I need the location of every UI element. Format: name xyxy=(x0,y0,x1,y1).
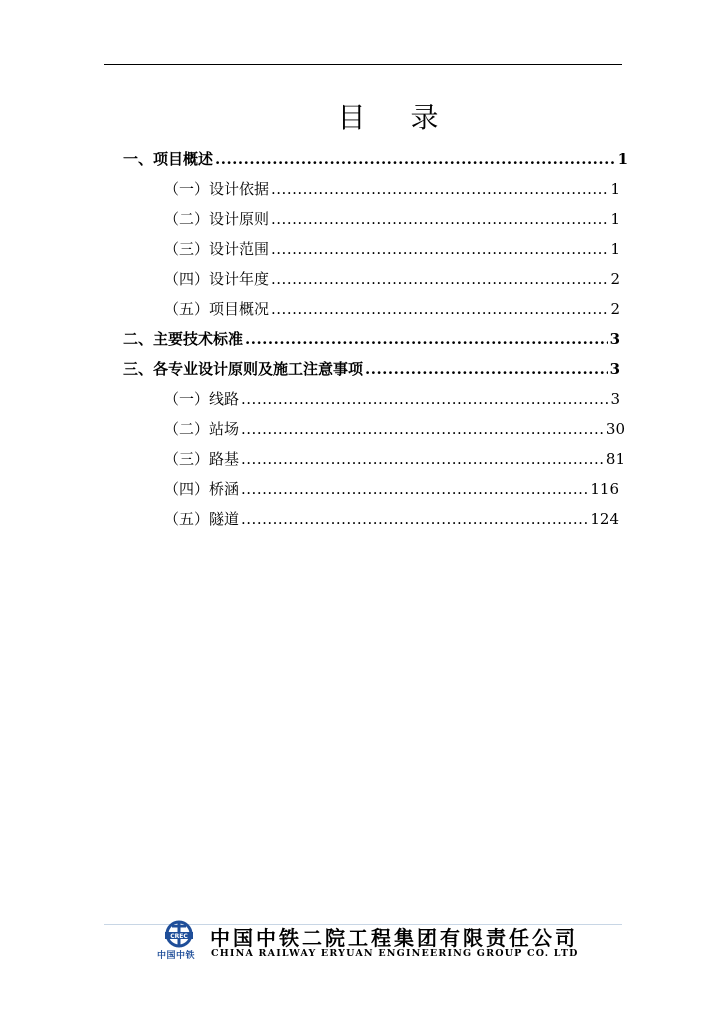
toc-leader xyxy=(271,180,608,198)
toc-entry-page: 124 xyxy=(590,510,619,528)
toc-entry-page: 1 xyxy=(610,180,620,198)
toc-entry-page: 3 xyxy=(609,330,620,348)
toc-entry[interactable] xyxy=(164,508,619,532)
toc-leader xyxy=(271,210,608,228)
toc-entry-label: 二、主要技术标准 xyxy=(123,330,244,348)
toc-entry-page: 3 xyxy=(610,390,620,408)
toc-entry-label: （三）设计范围 xyxy=(164,240,270,258)
toc-entry-label: 一、项目概述 xyxy=(123,150,214,168)
svg-text:CREC: CREC xyxy=(170,933,188,940)
toc-entry-page: 81 xyxy=(605,450,625,468)
toc-entry[interactable] xyxy=(164,208,620,232)
toc-entry[interactable] xyxy=(123,358,620,382)
toc-leader xyxy=(241,420,604,438)
toc-entry-page: 2 xyxy=(610,270,620,288)
toc-entry-label: （一）设计依据 xyxy=(164,180,270,198)
toc-entry-label: 三、各专业设计原则及施工注意事项 xyxy=(123,360,364,378)
toc-leader xyxy=(271,270,608,288)
company-name-english: CHINA RAILWAY ERYUAN ENGINEERING GROUP CO. LTD xyxy=(211,948,579,959)
toc-entry-page: 3 xyxy=(609,360,620,378)
toc-entry[interactable] xyxy=(123,328,620,352)
toc-entry[interactable] xyxy=(164,268,620,292)
toc-entry-page: 116 xyxy=(590,480,619,498)
toc-entry[interactable] xyxy=(164,238,620,262)
toc-entry-label: （五）项目概况 xyxy=(164,300,270,318)
toc-entry-page: 30 xyxy=(605,420,625,438)
toc-entry-label: （五）隧道 xyxy=(164,510,240,528)
toc-leader xyxy=(271,240,608,258)
toc-entry-page: 1 xyxy=(610,240,620,258)
toc-leader xyxy=(241,390,608,408)
toc-leader xyxy=(215,150,616,168)
toc-entry-label: （三）路基 xyxy=(164,450,240,468)
toc-entry[interactable] xyxy=(164,448,625,472)
toc-entry-page: 1 xyxy=(610,210,620,228)
logo-caption: 中国中铁 xyxy=(157,951,196,961)
toc-entry-page: 1 xyxy=(617,150,628,168)
toc-leader xyxy=(241,450,604,468)
toc-leader xyxy=(271,300,608,318)
toc-leader xyxy=(241,510,588,528)
toc-entry-page: 2 xyxy=(610,300,620,318)
toc-entry[interactable] xyxy=(164,178,620,202)
company-name-chinese: 中国中铁二院工程集团有限责任公司 xyxy=(210,926,578,950)
toc-leader xyxy=(245,330,608,348)
toc-entry[interactable] xyxy=(164,388,620,412)
page-title: 目 录 xyxy=(337,101,457,134)
header-rule xyxy=(104,64,622,65)
toc-entry-label: （四）桥涵 xyxy=(164,480,240,498)
toc-entry[interactable] xyxy=(123,148,628,172)
toc-entry-label: （二）设计原则 xyxy=(164,210,270,228)
toc-entry-label: （一）线路 xyxy=(164,390,240,408)
toc-leader xyxy=(365,360,608,378)
toc-entry[interactable] xyxy=(164,478,619,502)
toc-entry-label: （二）站场 xyxy=(164,420,240,438)
toc-entry-label: （四）设计年度 xyxy=(164,270,270,288)
toc-entry[interactable] xyxy=(164,298,620,322)
toc-leader xyxy=(241,480,588,498)
toc-entry[interactable] xyxy=(164,418,625,442)
